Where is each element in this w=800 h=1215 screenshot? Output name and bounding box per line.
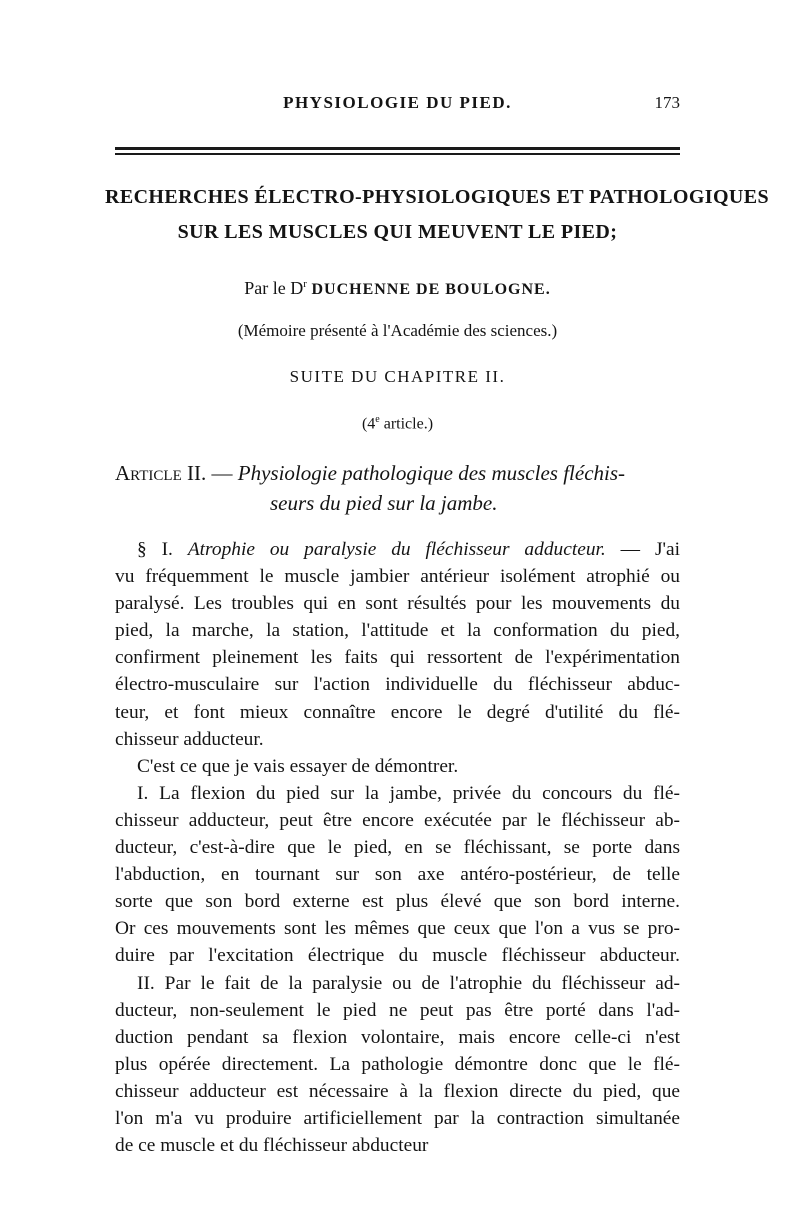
body-line: électro-musculaire sur l'action individuelle du fléchisseur abduc-: [115, 674, 680, 696]
section-lead: — J'ai: [605, 539, 680, 560]
article-number-open: (4: [361, 415, 376, 433]
body-line: II. Par le fait de la paralysie ou de l'atrophie du fléchisseur ad-: [137, 972, 680, 994]
memoire-note: (Mémoire présenté à l'Académie des sciences.): [237, 321, 558, 340]
title-line-2: SUR LES MUSCLES QUI MEUVENT LE PIED;: [177, 221, 618, 243]
running-head: [115, 93, 680, 123]
header-rule-thin: [115, 153, 680, 155]
body-line: chisseur adducteur.: [115, 728, 264, 750]
body-line: chisseur adducteur, peut être encore exécutée par le fléchisseur ab-: [115, 809, 680, 831]
body-text: [115, 536, 680, 1159]
header-rule-thick: [115, 147, 680, 150]
section-heading-line: [115, 536, 680, 563]
article-heading-line-1: [115, 458, 680, 488]
article-title-part-1: Physiologie pathologique des muscles fléchis-: [237, 461, 626, 485]
page-number: 173: [654, 93, 680, 112]
body-line: duction pendant sa flexion volontaire, mais encore celle-ci n'est: [115, 1026, 680, 1048]
article-number-close: article.): [379, 415, 434, 433]
body-line: teur, et font mieux connaître encore le degré d'utilité du flé-: [115, 701, 680, 723]
byline: [115, 278, 680, 299]
body-line: chisseur adducteur est nécessaire à la flexion directe du pied, que: [115, 1080, 680, 1102]
section-mark: § I.: [137, 539, 188, 560]
running-title: PHYSIOLOGIE DU PIED.: [283, 93, 512, 112]
body-line: Or ces mouvements sont les mêmes que ceux que l'on a vus se pro-: [115, 918, 680, 940]
author-name: DUCHENNE DE BOULOGNE.: [311, 281, 551, 298]
body-line: I. La flexion du pied sur la jambe, privée du concours du flé-: [137, 782, 680, 804]
article-dash: —: [206, 461, 238, 485]
article-title: [105, 180, 770, 250]
body-line: duire par l'excitation électrique du muscle fléchisseur abducteur.: [115, 945, 680, 967]
body-line: plus opérée directement. La pathologie démontre donc que le flé-: [115, 1053, 680, 1075]
suite-chapitre: SUITE DU CHAPITRE II.: [289, 367, 506, 386]
article-heading-line-2: [115, 488, 680, 518]
body-line: pied, la marche, la station, l'attitude et la conformation du pied,: [115, 620, 680, 642]
body-line: ducteur, non-seulement le pied ne peut pas être porté dans l'ad-: [115, 999, 680, 1021]
byline-prefix-sup: r: [303, 278, 307, 290]
article-label: Article II.: [115, 461, 207, 485]
body-line: de ce muscle et du fléchisseur abducteur: [115, 1135, 429, 1157]
body-line: l'abduction, en tournant sur son axe antéro-postérieur, de telle: [115, 864, 680, 886]
body-line: confirment pleinement les faits qui ressortent de l'expérimentation: [115, 647, 680, 669]
body-line: paralysé. Les troubles qui en sont résultés pour les mouvements du: [115, 593, 680, 615]
body-line: sorte que son bord externe est plus élevé que son bord interne.: [115, 891, 680, 913]
body-line: vu fréquemment le muscle jambier antérieur isolément atrophié ou: [115, 566, 680, 588]
body-line: C'est ce que je vais essayer de démontrer.: [137, 755, 459, 777]
title-line-1: RECHERCHES ÉLECTRO-PHYSIOLOGIQUES ET PATHOLOGIQUES: [105, 186, 770, 208]
body-line: ducteur, c'est-à-dire que le pied, en se fléchissant, se porte dans: [115, 837, 680, 859]
body-line: l'on m'a vu produire artificiellement par la contraction simultanée: [115, 1107, 680, 1129]
section-title: Atrophie ou paralysie du fléchisseur adducteur.: [187, 539, 606, 560]
article-heading: [115, 458, 680, 518]
byline-prefix: Par le D: [244, 278, 304, 298]
article-title-part-2: seurs du pied sur la jambe.: [270, 491, 498, 515]
article-number: [115, 414, 680, 433]
article-number-sup: e: [375, 414, 380, 425]
